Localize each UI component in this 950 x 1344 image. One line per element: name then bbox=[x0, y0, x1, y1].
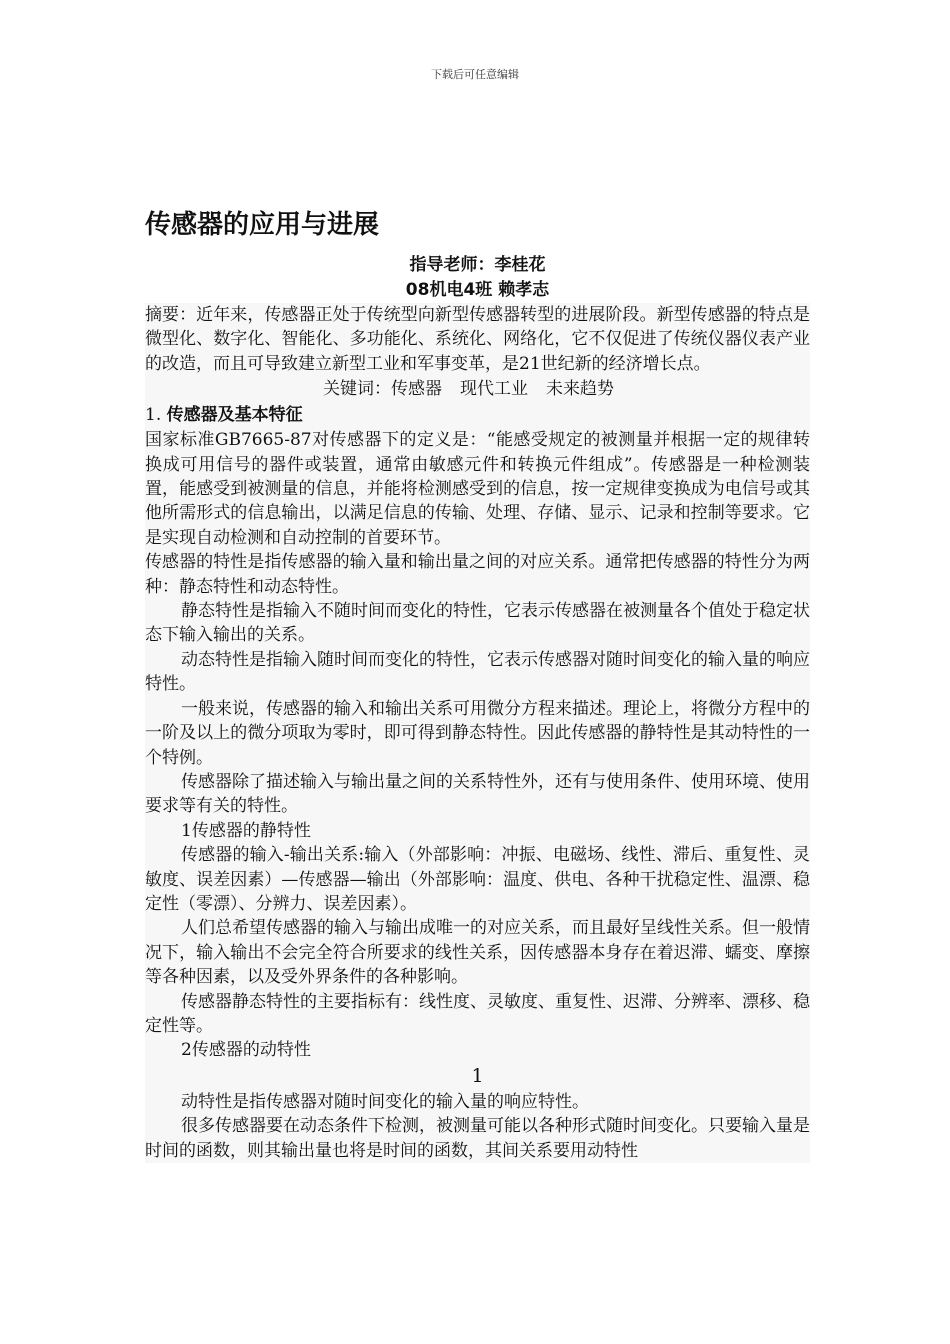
paragraph: 很多传感器要在动态条件下检测，被测量可能以各种形式随时间变化。只要输入量是时间的函数，则其输出量也将是时间的函数，其间关系要用动特性 bbox=[145, 1116, 810, 1161]
paragraph: 国家标准GB7665-87对传感器下的定义是：“能感受规定的被测量并根据一定的规律转换成可用信号的器件或装置，通常由敏感元件和转换元件组成”。传感器是一种检测装置，能感受到被测量的信息，并能将检测感受到的信息，按一定规律变换成为电信号或其他所需形式的信息输出，以满足信息的传输、处理、存储、显示、记录和控制等要求。它是实现自动检测和自动控制的首要环节。 bbox=[145, 430, 810, 548]
main-text-area bbox=[145, 303, 810, 1163]
paragraph: 静态特性是指输入不随时间而变化的特性，它表示传感器在被测量各个值处于稳定状态下输入输出的关系。 bbox=[145, 601, 810, 646]
paragraph: 传感器的特性是指传感器的输入量和输出量之间的对应关系。通常把传感器的特性分为两种：静态特性和动态特性。 bbox=[145, 552, 810, 597]
paragraph: 传感器的输入-输出关系:输入（外部影响：冲振、电磁场、线性、滞后、重复性、灵敏度、误差因素）—传感器—输出（外部影响：温度、供电、各种干扰稳定性、温漂、稳定性（零漂）、分辨力、误差因素）。 bbox=[145, 845, 810, 914]
subsection-heading: 2传感器的动特性 bbox=[181, 1040, 311, 1061]
page-number: 1 bbox=[471, 1064, 484, 1087]
keyword-item: 未来趋势 bbox=[546, 379, 614, 400]
section-heading bbox=[145, 402, 810, 428]
section-title: 传感器及基本特征 bbox=[166, 405, 303, 426]
paragraph: 一般来说，传感器的输入和输出关系可用微分方程来描述。理论上，将微分方程中的一阶及以上的微分项取为零时，即可得到静态特性。因此传感器的静特性是其动特性的一个特例。 bbox=[145, 698, 810, 768]
paragraph: 传感器除了描述输入与输出量之间的关系特性外，还有与使用条件、使用环境、使用要求等有关的特性。 bbox=[145, 771, 810, 817]
paragraph: 传感器静态特性的主要指标有：线性度、灵敏度、重复性、迟滞、分辨率、漂移、稳定性等。 bbox=[145, 991, 810, 1036]
subsection-heading: 1传感器的静特性 bbox=[181, 820, 311, 841]
paragraph: 动特性是指传感器对随时间变化的输入量的响应特性。 bbox=[181, 1091, 589, 1112]
paragraph: 动态特性是指输入随时间而变化的特性，它表示传感器对随时间变化的输入量的响应特性。 bbox=[145, 649, 810, 695]
abstract: 摘要：近年来，传感器正处于传统型向新型传感器转型的进展阶段。新型传感器的特点是微型化、数字化、智能化、多功能化、系统化、网络化，它不仅促进了传统仪器仪表产业的改造，而且可导致建立新型工业和军事变革，是21世纪新的经济增长点。 bbox=[145, 305, 810, 374]
keywords-label: 关键词： bbox=[323, 379, 391, 400]
keyword-item: 传感器 bbox=[391, 379, 442, 400]
keyword-item: 现代工业 bbox=[460, 379, 528, 400]
keywords bbox=[145, 376, 810, 402]
student-line: 08机电4班 赖孝志 bbox=[405, 280, 550, 300]
document-body bbox=[145, 205, 810, 1163]
header-note: 下载后可任意编辑 bbox=[431, 68, 519, 81]
document-title: 传感器的应用与进展 bbox=[145, 210, 380, 240]
advisor-line: 指导老师：李桂花 bbox=[409, 255, 546, 275]
paragraph: 人们总希望传感器的输入与输出成唯一的对应关系，而且最好呈线性关系。但一般情况下，输入输出不会完全符合所要求的线性关系，因传感器本身存在着迟滞、蠕变、摩擦等各种因素，以及受外界条件的各种影响。 bbox=[145, 918, 810, 988]
section-number: 1. bbox=[145, 405, 162, 426]
